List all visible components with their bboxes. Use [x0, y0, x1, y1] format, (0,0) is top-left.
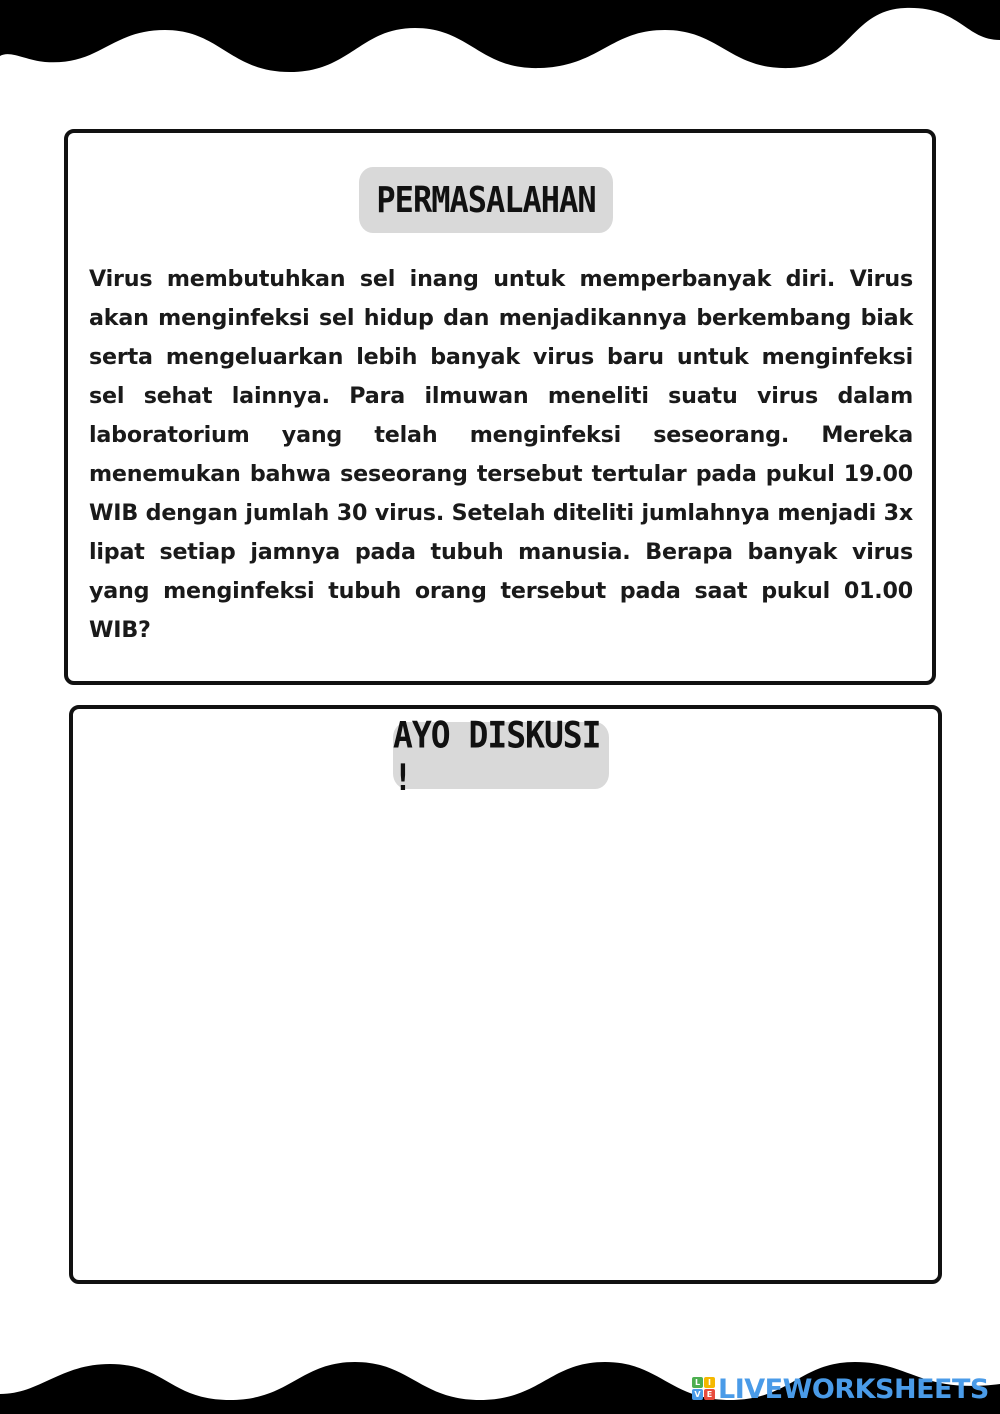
liveworksheets-logo — [692, 1372, 989, 1406]
discussion-title: AYO DISKUSI ! — [393, 722, 609, 789]
problem-text: Virus membutuhkan sel inang untuk memperbanyak diri. Virus akan menginfeksi sel hidup dan menjadikannya berkembang biak serta mengeluarkan lebih banyak virus baru untuk menginfeksi sel sehat lainnya. Para ilmuwan meneliti suatu virus dalam laboratorium yang telah menginfeksi seseorang. Mereka menemukan bahwa seseorang tersebut tertular pada pukul 19.00 WIB dengan jumlah 30 virus. Setelah diteliti jumlahnya menjadi 3x lipat setiap jamnya pada tubuh manusia. Berapa banyak virus yang menginfeksi tubuh orang tersebut pada saat pukul 01.00 WIB? — [89, 266, 913, 643]
problem-title: PERMASALAHAN — [359, 167, 613, 233]
top-wave-border — [0, 0, 1000, 80]
discussion-box[interactable] — [69, 705, 942, 1284]
problem-box — [64, 129, 936, 685]
logo-text: LIVEWORKSHEETS — [718, 1373, 989, 1405]
logo-grid-icon: L I V E — [692, 1377, 716, 1401]
